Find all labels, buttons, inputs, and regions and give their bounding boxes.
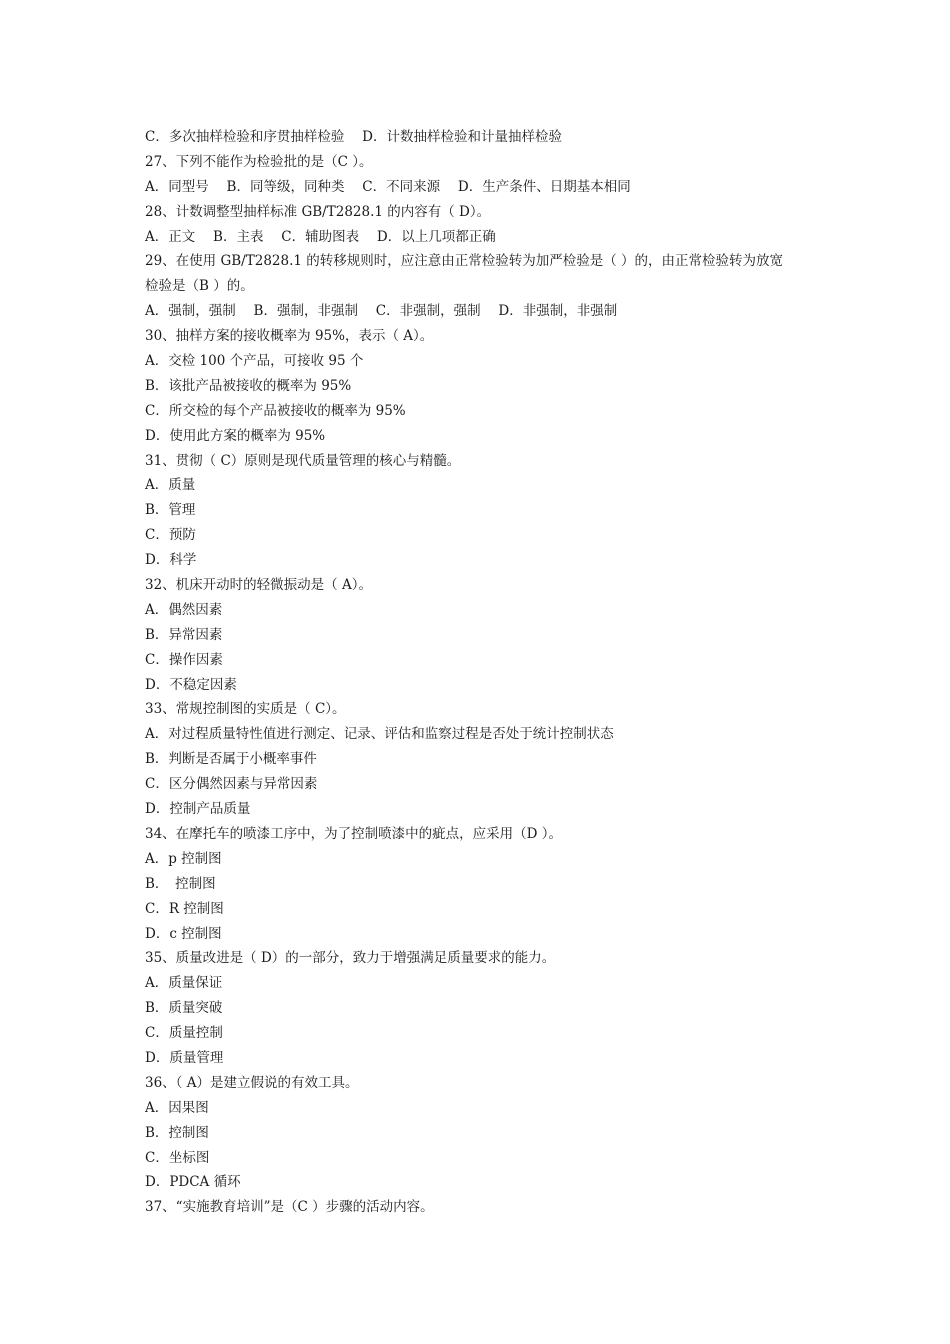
- option-a: A．交检 100 个产品，可接收 95 个: [145, 353, 364, 370]
- option-b: B．异常因素: [145, 626, 223, 643]
- question-32: 32、机床开动时的轻微振动是（ A）。: [145, 577, 372, 594]
- option-c: C．质量控制: [145, 1025, 223, 1042]
- option-a: A．对过程质量特性值进行测定、记录、评估和监察过程是否处于统计控制状态: [145, 726, 614, 743]
- question-31: 31、贯彻（ C）原则是现代质量管理的核心与精髓。: [145, 452, 461, 469]
- option-b: B．该批产品被接收的概率为 95%: [145, 377, 352, 394]
- option-b: B．判断是否属于小概率事件: [145, 751, 317, 768]
- option-c: C．预防: [145, 527, 196, 544]
- option-d: D．不稳定因素: [145, 676, 237, 693]
- option-c: C．所交检的每个产品被接收的概率为 95%: [145, 402, 406, 419]
- option-line: A．同型号 B．同等级，同种类 C．不同来源 D．生产条件、日期基本相同: [145, 178, 631, 195]
- question-30: 30、抽样方案的接收概率为 95%，表示（ A）。: [145, 328, 434, 345]
- option-a: A．p 控制图: [145, 850, 222, 867]
- question-35: 35、质量改进是（ D）的一部分，致力于增强满足质量要求的能力。: [145, 950, 556, 967]
- option-a: A．质量: [145, 477, 196, 494]
- question-33: 33、常规控制图的实质是（ C）。: [145, 701, 346, 718]
- question-27: 27、下列不能作为检验批的是（C ）。: [145, 153, 373, 170]
- question-37: 37、“实施教育培训”是（C ）步骤的活动内容。: [145, 1199, 434, 1216]
- option-c: C．坐标图: [145, 1149, 210, 1166]
- option-a: A．质量保证: [145, 975, 223, 992]
- option-c: C．区分偶然因素与异常因素: [145, 776, 318, 793]
- option-line: C．多次抽样检验和序贯抽样检验 D．计数抽样检验和计量抽样检验: [145, 129, 562, 145]
- option-line: A．强制，强制 B．强制，非强制 C．非强制，强制 D．非强制，非强制: [145, 303, 618, 320]
- option-d: D．质量管理: [145, 1049, 224, 1066]
- option-d: D．科学: [145, 552, 197, 569]
- question-29: 29、在使用 GB/T2828.1 的转移规则时，应注意由正常检验转为加严检验是（ ）的，由正常检验转为放宽: [145, 253, 784, 270]
- option-d: D．c 控制图: [145, 925, 222, 942]
- option-c: C．操作因素: [145, 651, 223, 668]
- question-36: 36、（ A）是建立假说的有效工具。: [145, 1074, 359, 1091]
- option-a: A．偶然因素: [145, 601, 223, 618]
- option-d: D．控制产品质量: [145, 801, 251, 818]
- option-d: D．PDCA 循环: [145, 1174, 241, 1191]
- question-34: 34、在摩托车的喷漆工序中，为了控制喷漆中的疵点，应采用（D ）。: [145, 825, 563, 842]
- option-a: A．因果图: [145, 1099, 209, 1116]
- option-line: A．正文 B．主表 C．辅助图表 D．以上几项都正确: [145, 228, 496, 245]
- option-b: B．管理: [145, 502, 196, 519]
- question-28: 28、计数调整型抽样标准 GB/T2828.1 的内容有（ D）。: [145, 203, 491, 220]
- option-d: D．使用此方案的概率为 95%: [145, 427, 326, 444]
- question-29-continued: 检验是（B ）的。: [145, 278, 254, 295]
- option-b: B．质量突破: [145, 1000, 223, 1017]
- document-body: [145, 125, 825, 1220]
- option-b: B．控制图: [145, 1124, 209, 1141]
- option-c: C．R 控制图: [145, 900, 224, 917]
- option-b: B． 控制图: [145, 875, 216, 892]
